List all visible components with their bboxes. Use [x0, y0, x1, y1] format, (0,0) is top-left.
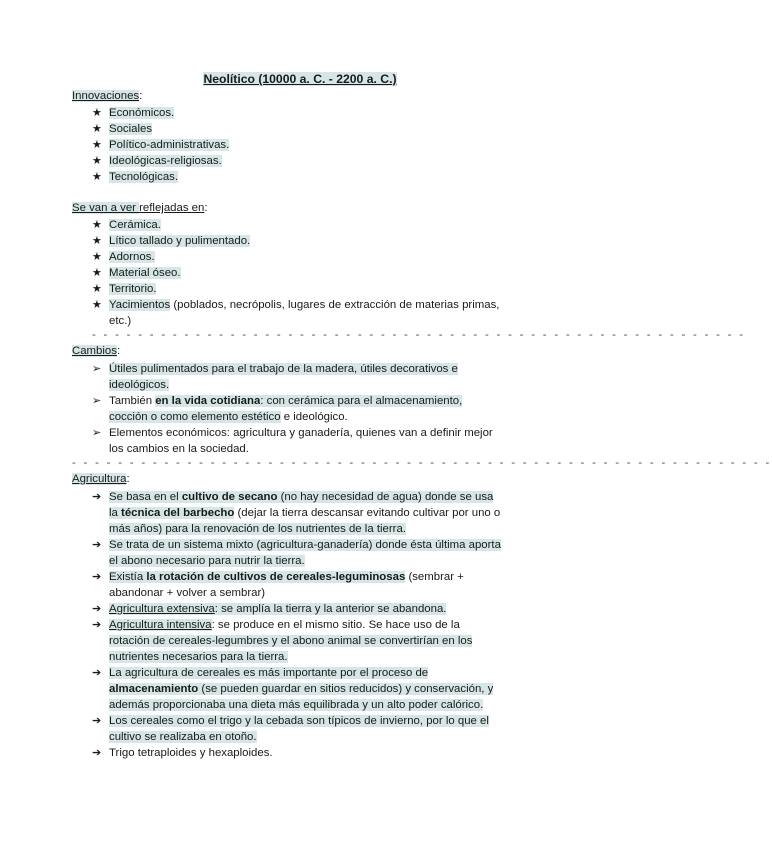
list-item: ★ Material óseo. [92, 267, 181, 279]
separator-line: - - - - - - - - - - - - - - - - - - - - - - - - - - - - - - - - - - - - - - - - - - - - - - - - - - - - - - - - - [92, 329, 746, 341]
list-item: ★ Yacimientos (poblados, necrópolis, lugares de extracción de materias primas, etc.) [92, 299, 500, 327]
arrow-bullet-icon: ➔ [92, 667, 102, 679]
arrowhead-bullet-icon: ➢ [92, 427, 102, 439]
innovaciones-list [92, 105, 229, 185]
star-bullet-icon: ★ [92, 283, 102, 295]
list-item: ★ Adornos. [92, 251, 155, 263]
agricultura-list [92, 489, 537, 761]
arrow-bullet-icon: ➔ [92, 603, 102, 615]
star-bullet-icon: ★ [92, 171, 102, 183]
list-item: ➔ La agricultura de cereales es más importante por el proceso de almacenamiento (se pueden guardar en sitios reducidos) y conservación, y además proporcionaba una dieta más equilibrada y un alto poder calórico. [92, 667, 494, 711]
star-bullet-icon: ★ [92, 267, 102, 279]
list-item: ★ Político-administrativas. [92, 139, 230, 151]
list-item: ➢ Útiles pulimentados para el trabajo de la madera, útiles decorativos e ideológicos. [92, 363, 458, 391]
star-bullet-icon: ★ [92, 251, 102, 263]
list-item: ★ Lítico tallado y pulimentado. [92, 235, 251, 247]
list-item: ➔ Agricultura intensiva: se produce en el mismo sitio. Se hace uso de la rotación de cereales-legumbres y el abono animal se convertirían en los nutrientes necesarios para la tierra. [92, 619, 473, 663]
list-item: ➔ Los cereales como el trigo y la cebada son típicos de invierno, por lo que el cultivo se realizaba en otoño. [92, 715, 489, 743]
page-title: Neolítico (10000 a. C. - 2200 a. C.) [203, 72, 397, 86]
cambios-list [92, 361, 532, 457]
star-bullet-icon: ★ [92, 219, 102, 231]
cambios-heading: Cambios: [72, 345, 121, 357]
arrow-bullet-icon: ➔ [92, 619, 102, 631]
arrow-bullet-icon: ➔ [92, 747, 102, 759]
star-bullet-icon: ★ [92, 299, 102, 311]
list-item: ➔ Agricultura extensiva: se amplía la tierra y la anterior se abandona. [92, 603, 447, 615]
list-item: ➔ Se trata de un sistema mixto (agricultura-ganadería) donde ésta última aporta el abono necesario para nutrir la tierra. [92, 539, 501, 567]
list-item: ★ Sociales [92, 123, 153, 135]
agricultura-heading: Agricultura: [72, 473, 130, 485]
star-bullet-icon: ★ [92, 107, 102, 119]
reflejadas-heading: Se van a ver reflejadas en: [72, 202, 208, 214]
list-item: ➢ También en la vida cotidiana: con cerámica para el almacenamiento, cocción o como elemento estético e ideológico. [92, 395, 463, 423]
star-bullet-icon: ★ [92, 155, 102, 167]
innovaciones-heading: Innovaciones: [72, 90, 143, 102]
star-bullet-icon: ★ [92, 235, 102, 247]
arrow-bullet-icon: ➔ [92, 539, 102, 551]
list-item: ★ Territorio. [92, 283, 157, 295]
arrowhead-bullet-icon: ➢ [92, 363, 102, 375]
separator-line: - - - - - - - - - - - - - - - - - - - - - - - - - - - - - - - - - - - - - - - - - - - - - - - - - - - - - - - - - - - - - [72, 457, 772, 469]
arrow-bullet-icon: ➔ [92, 715, 102, 727]
list-item: ➢ Elementos económicos: agricultura y ganadería, quienes van a definir mejor los cambios en la sociedad. [92, 427, 493, 455]
arrow-bullet-icon: ➔ [92, 571, 102, 583]
list-item: ★ Ideológicas-religiosas. [92, 155, 222, 167]
list-item: ➔ Trigo tetraploides y hexaploides. [92, 747, 273, 759]
arrowhead-bullet-icon: ➢ [92, 395, 102, 407]
list-item: ➔ Existía la rotación de cultivos de cereales-leguminosas (sembrar + abandonar + volver a sembrar) [92, 571, 464, 599]
list-item: ★ Económicos. [92, 107, 175, 119]
list-item: ★ Tecnológicas. [92, 171, 179, 183]
list-item: ★ Cerámica. [92, 219, 161, 231]
arrow-bullet-icon: ➔ [92, 491, 102, 503]
star-bullet-icon: ★ [92, 123, 102, 135]
list-item: ➔ Se basa en el cultivo de secano (no hay necesidad de agua) donde se usa la técnica del barbecho (dejar la tierra descansar evitando cultivar por uno o más años) para la renovación de los nutrientes de la tierra. [92, 491, 501, 535]
star-bullet-icon: ★ [92, 139, 102, 151]
reflejadas-list [92, 217, 542, 329]
